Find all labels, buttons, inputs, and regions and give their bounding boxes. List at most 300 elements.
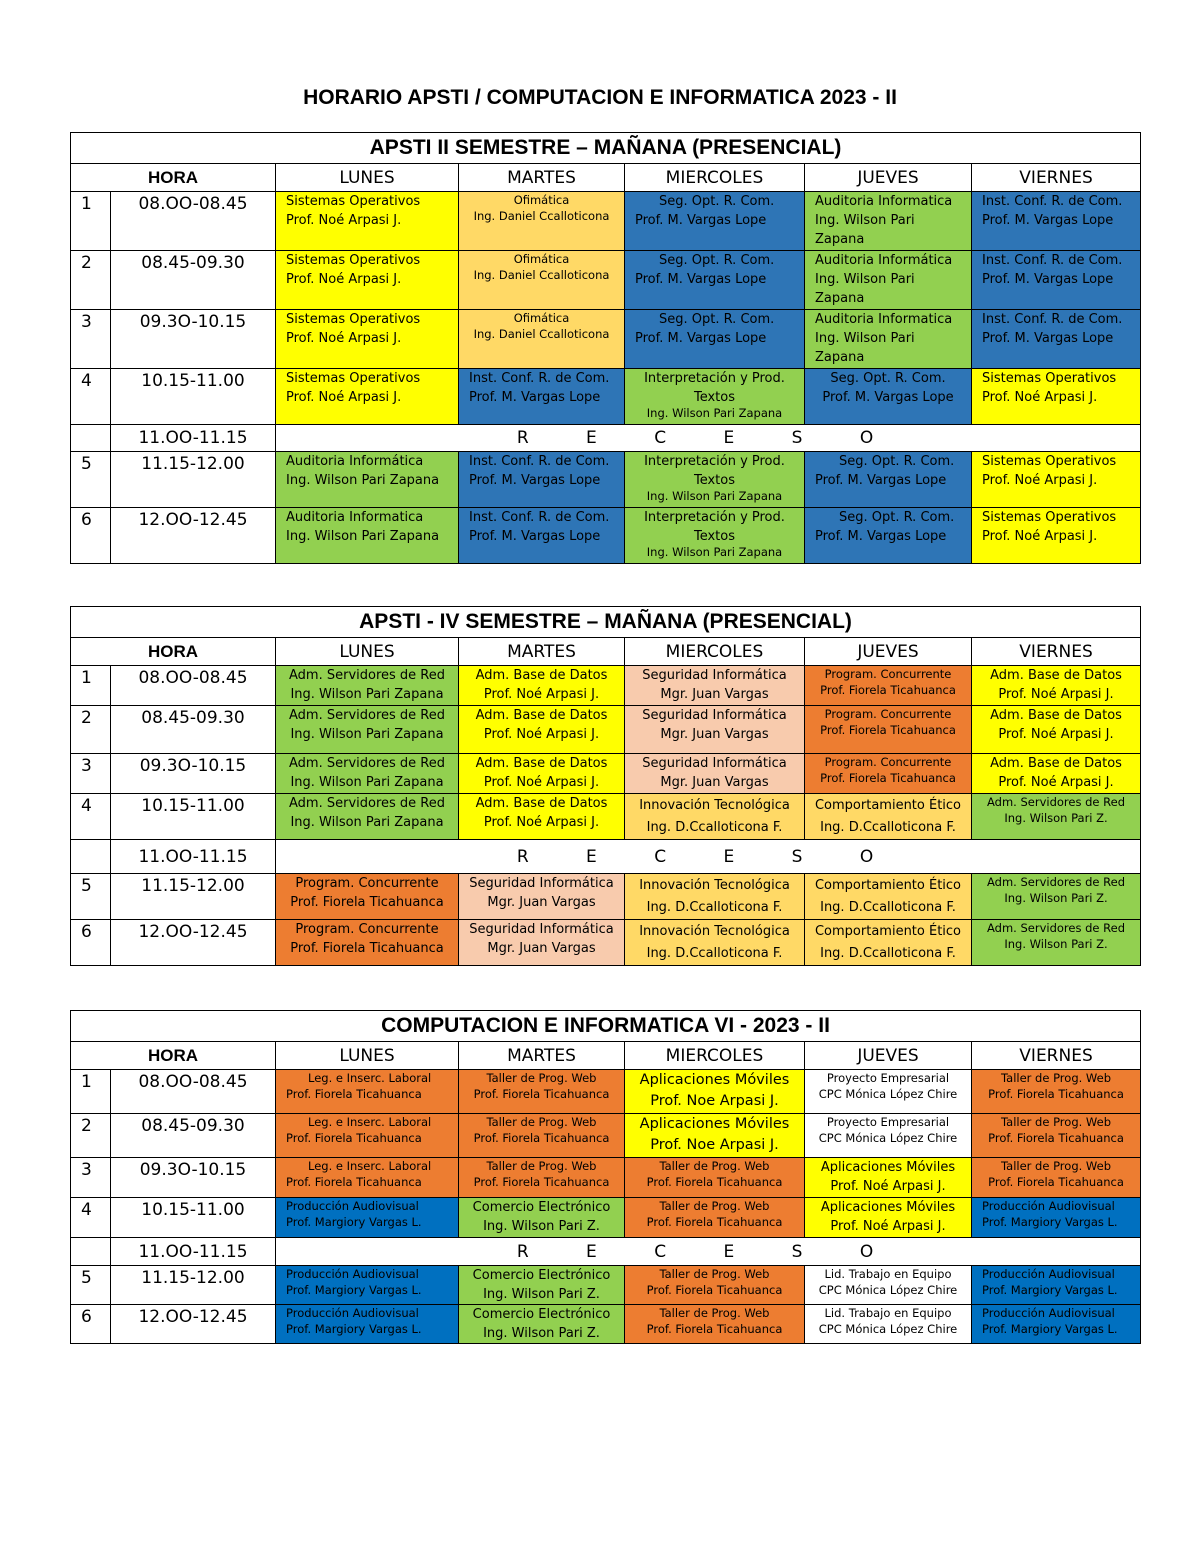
table-row (71, 1158, 1141, 1198)
table-row (71, 452, 1141, 508)
recess-label: R E C E S O (276, 840, 1141, 874)
class-cell (276, 1198, 459, 1238)
cell-text-line: Inst. Conf. R. de Com. (982, 253, 1123, 268)
class-cell (276, 1305, 459, 1344)
class-cell (276, 666, 459, 706)
class-cell (972, 1070, 1141, 1114)
class-cell (625, 874, 805, 920)
cell-text-line: Prof. Fiorela Ticahuanca (286, 1087, 422, 1101)
cell-text-line: Zapana (815, 291, 865, 306)
header-lunes: LUNES (276, 1042, 459, 1070)
class-cell (972, 1158, 1141, 1198)
cell-text-line: Adm. Base de Datos (990, 756, 1122, 771)
class-cell (459, 1266, 625, 1305)
cell-text-line: Ing. Daniel Ccalloticona (473, 209, 610, 223)
header-miercoles: MIERCOLES (625, 638, 805, 666)
cell-text-line: Proyecto Empresarial (826, 1071, 950, 1085)
class-cell (276, 251, 459, 310)
cell-text-line: Producción Audiovisual (286, 1199, 419, 1213)
cell-text-line: Prof. Noé Arpasi J. (483, 687, 600, 702)
class-cell (459, 1198, 625, 1238)
cell-text-line: Taller de Prog. Web (659, 1306, 770, 1320)
header-martes: MARTES (459, 1042, 625, 1070)
cell-text-line: Prof. M. Vargas Lope (815, 473, 947, 488)
header-hora: HORA (71, 1042, 276, 1070)
period-time: 08.45-09.30 (111, 251, 276, 310)
header-martes: MARTES (459, 164, 625, 192)
class-cell (459, 192, 625, 251)
class-cell (805, 706, 972, 754)
period-time: 08.OO-08.45 (111, 1070, 276, 1114)
period-time: 12.OO-12.45 (111, 508, 276, 564)
class-cell (625, 1198, 805, 1238)
class-cell (276, 452, 459, 508)
cell-text-line: Taller de Prog. Web (659, 1199, 770, 1213)
period-time: 12.OO-12.45 (111, 1305, 276, 1344)
cell-text-line: Ing. Wilson Pari Zapana (290, 687, 444, 702)
class-cell (625, 666, 805, 706)
class-cell (625, 754, 805, 794)
cell-text-line: Sistemas Operativos (286, 253, 421, 268)
cell-text-line: Seg. Opt. R. Com. (659, 253, 775, 268)
cell-text-line: Taller de Prog. Web (1001, 1115, 1112, 1129)
cell-text-line: Seguridad Informática (469, 922, 614, 937)
cell-text-line: Producción Audiovisual (982, 1199, 1115, 1213)
table-row (71, 310, 1141, 369)
cell-text-line: Inst. Conf. R. de Com. (469, 454, 610, 469)
header-viernes: VIERNES (972, 638, 1141, 666)
cell-text-line: Ing. Wilson Pari Zapana (646, 406, 783, 420)
cell-text-line: Seg. Opt. R. Com. (659, 194, 775, 209)
class-cell (276, 754, 459, 794)
cell-text-line: Comportamiento Ético (814, 878, 962, 893)
period-number: 5 (71, 874, 111, 920)
cell-text-line: Adm. Servidores de Red (289, 796, 445, 811)
class-cell (625, 251, 805, 310)
cell-text-line: Prof. Noé Arpasi J. (998, 727, 1114, 742)
class-cell (459, 508, 625, 564)
period-number: 1 (71, 1070, 111, 1114)
cell-text-line: Mgr. Juan Vargas (660, 687, 769, 702)
cell-text-line: Program. Concurrente (295, 922, 439, 937)
cell-text-line: Prof. Margiory Vargas L. (982, 1283, 1118, 1297)
table-row (71, 1198, 1141, 1238)
schedule-table-computacion-vi (70, 1010, 1141, 1344)
cell-text-line: Ing. Daniel Ccalloticona (473, 268, 610, 282)
period-number (71, 840, 111, 874)
class-cell (805, 1266, 972, 1305)
cell-text-line: Inst. Conf. R. de Com. (469, 371, 610, 386)
cell-text-line: Seg. Opt. R. Com. (830, 371, 946, 386)
class-cell (625, 1114, 805, 1158)
period-number: 2 (71, 1114, 111, 1158)
table-row (71, 1266, 1141, 1305)
cell-text-line: Ing. Wilson Pari (815, 213, 915, 228)
class-cell (459, 251, 625, 310)
table-row (71, 1070, 1141, 1114)
header-viernes: VIERNES (972, 164, 1141, 192)
cell-text-line: Ing. D.Ccalloticona F. (820, 946, 956, 961)
class-cell (625, 1158, 805, 1198)
cell-text-line: Leg. e Inserc. Laboral (308, 1159, 432, 1173)
class-cell (805, 1198, 972, 1238)
cell-text-line: Ing. Daniel Ccalloticona (473, 327, 610, 341)
recess-label: R E C E S O (276, 1238, 1141, 1266)
cell-text-line: Ing. Wilson Pari (815, 272, 915, 287)
cell-text-line: Interpretación y Prod. (644, 371, 785, 386)
cell-text-line: Prof. Fiorela Ticahuanca (286, 1131, 422, 1145)
header-row (71, 638, 1141, 666)
cell-text-line: Aplicaciones Móviles (639, 1116, 790, 1132)
cell-text-line: Ofimática (513, 252, 570, 266)
cell-text-line: Prof. M. Vargas Lope (635, 272, 767, 287)
header-jueves: JUEVES (805, 1042, 972, 1070)
cell-text-line: Producción Audiovisual (982, 1267, 1115, 1281)
class-cell (276, 192, 459, 251)
cell-text-line: Ing. D.Ccalloticona F. (820, 900, 956, 915)
cell-text-line: Producción Audiovisual (286, 1306, 419, 1320)
class-cell (805, 192, 972, 251)
class-cell (625, 920, 805, 966)
period-number: 6 (71, 1305, 111, 1344)
cell-text-line: Auditoria Informática (815, 253, 953, 268)
period-time: 11.OO-11.15 (111, 840, 276, 874)
cell-text-line: Adm. Base de Datos (990, 708, 1122, 723)
class-cell (625, 706, 805, 754)
cell-text-line: Ing. Wilson Pari (815, 331, 915, 346)
period-number: 5 (71, 452, 111, 508)
class-cell (276, 874, 459, 920)
cell-text-line: Textos (693, 390, 736, 405)
header-hora: HORA (71, 638, 276, 666)
class-cell (805, 666, 972, 706)
class-cell (972, 666, 1141, 706)
cell-text-line: Prof. Fiorela Ticahuanca (290, 941, 444, 956)
cell-text-line: Innovación Tecnológica (639, 878, 790, 893)
header-viernes: VIERNES (972, 1042, 1141, 1070)
period-time: 10.15-11.00 (111, 369, 276, 425)
class-cell (972, 369, 1141, 425)
class-cell (459, 1158, 625, 1198)
class-cell (276, 369, 459, 425)
class-cell (625, 508, 805, 564)
document-title: HORARIO APSTI / COMPUTACION E INFORMATICA 2023 - II (303, 86, 897, 109)
cell-text-line: Seg. Opt. R. Com. (839, 454, 955, 469)
cell-text-line: Prof. Margiory Vargas L. (982, 1322, 1118, 1336)
cell-text-line: Prof. Noé Arpasi J. (830, 1179, 946, 1194)
table-row (71, 1305, 1141, 1344)
table-row (71, 1114, 1141, 1158)
class-cell (459, 794, 625, 840)
cell-text-line: Ing. D.Ccalloticona F. (646, 946, 783, 961)
period-number: 4 (71, 1198, 111, 1238)
cell-text-line: Lid. Trabajo en Equipo (824, 1306, 952, 1320)
cell-text-line: Prof. Fiorela Ticahuanca (988, 1087, 1124, 1101)
cell-text-line: Prof. Noé Arpasi J. (286, 331, 402, 346)
cell-text-line: Adm. Servidores de Red (987, 875, 1126, 889)
cell-text-line: Prof. M. Vargas Lope (635, 213, 767, 228)
period-time: 08.45-09.30 (111, 706, 276, 754)
class-cell (972, 706, 1141, 754)
class-cell (972, 508, 1141, 564)
period-number: 2 (71, 706, 111, 754)
class-cell (972, 874, 1141, 920)
cell-text-line: Ing. Wilson Pari Zapana (290, 775, 444, 790)
cell-text-line: Prof. Margiory Vargas L. (286, 1322, 422, 1336)
cell-text-line: Prof. M. Vargas Lope (469, 529, 601, 544)
cell-text-line: Ofimática (513, 311, 570, 325)
period-number: 3 (71, 310, 111, 369)
cell-text-line: Mgr. Juan Vargas (487, 895, 596, 910)
class-cell (805, 310, 972, 369)
class-cell (459, 874, 625, 920)
class-cell (625, 192, 805, 251)
cell-text-line: Adm. Base de Datos (475, 756, 608, 771)
table-row (71, 369, 1141, 425)
cell-text-line: Prof. Noé Arpasi J. (998, 775, 1114, 790)
cell-text-line: Prof. Fiorela Ticahuanca (646, 1322, 783, 1336)
cell-text-line: Taller de Prog. Web (659, 1267, 770, 1281)
period-number: 2 (71, 251, 111, 310)
cell-text-line: Program. Concurrente (824, 667, 952, 681)
cell-text-line: Taller de Prog. Web (1001, 1071, 1112, 1085)
cell-text-line: Ing. Wilson Pari Zapana (290, 727, 444, 742)
cell-text-line: Producción Audiovisual (286, 1267, 419, 1281)
cell-text-line: Program. Concurrente (295, 876, 439, 891)
header-miercoles: MIERCOLES (625, 1042, 805, 1070)
table-row (71, 706, 1141, 754)
class-cell (276, 794, 459, 840)
cell-text-line: Adm. Base de Datos (475, 708, 608, 723)
class-cell (459, 310, 625, 369)
cell-text-line: Prof. Noe Arpasi J. (650, 1093, 779, 1109)
header-lunes: LUNES (276, 164, 459, 192)
class-cell (459, 1305, 625, 1344)
cell-text-line: CPC Mónica López Chire (818, 1322, 958, 1336)
cell-text-line: Prof. Margiory Vargas L. (982, 1215, 1118, 1229)
cell-text-line: Prof. Noé Arpasi J. (982, 473, 1098, 488)
period-time: 09.3O-10.15 (111, 1158, 276, 1198)
cell-text-line: Mgr. Juan Vargas (660, 775, 769, 790)
cell-text-line: Leg. e Inserc. Laboral (308, 1071, 432, 1085)
cell-text-line: Prof. Margiory Vargas L. (286, 1215, 422, 1229)
class-cell (459, 754, 625, 794)
class-cell (459, 920, 625, 966)
recess-row (71, 1238, 1141, 1266)
cell-text-line: Seg. Opt. R. Com. (839, 510, 955, 525)
cell-text-line: Ing. Wilson Pari Z. (1004, 937, 1108, 951)
table-row (71, 754, 1141, 794)
cell-text-line: Prof. Fiorela Ticahuanca (820, 723, 956, 737)
class-cell (972, 251, 1141, 310)
cell-text-line: Zapana (815, 232, 865, 247)
cell-text-line: Program. Concurrente (824, 755, 952, 769)
cell-text-line: Prof. Noé Arpasi J. (483, 775, 600, 790)
cell-text-line: Sistemas Operativos (982, 371, 1117, 386)
cell-text-line: Prof. M. Vargas Lope (822, 390, 954, 405)
cell-text-line: Sistemas Operativos (982, 454, 1117, 469)
class-cell (805, 452, 972, 508)
cell-text-line: Prof. Noé Arpasi J. (286, 272, 402, 287)
period-number: 3 (71, 754, 111, 794)
period-time: 11.15-12.00 (111, 452, 276, 508)
cell-text-line: Innovación Tecnológica (639, 924, 790, 939)
class-cell (625, 1070, 805, 1114)
period-time: 09.3O-10.15 (111, 310, 276, 369)
class-cell (805, 794, 972, 840)
table-row (71, 666, 1141, 706)
cell-text-line: Seguridad Informática (642, 756, 787, 771)
class-cell (459, 706, 625, 754)
period-time: 09.3O-10.15 (111, 754, 276, 794)
cell-text-line: Ing. D.Ccalloticona F. (646, 820, 783, 835)
class-cell (276, 1114, 459, 1158)
period-number: 6 (71, 508, 111, 564)
class-cell (805, 920, 972, 966)
cell-text-line: Mgr. Juan Vargas (660, 727, 769, 742)
cell-text-line: Prof. M. Vargas Lope (982, 213, 1114, 228)
cell-text-line: Seguridad Informática (642, 708, 787, 723)
cell-text-line: Prof. Noé Arpasi J. (982, 390, 1098, 405)
class-cell (625, 1266, 805, 1305)
period-number: 5 (71, 1266, 111, 1305)
cell-text-line: Mgr. Juan Vargas (487, 941, 596, 956)
period-time: 08.OO-08.45 (111, 192, 276, 251)
class-cell (972, 1305, 1141, 1344)
cell-text-line: Inst. Conf. R. de Com. (469, 510, 610, 525)
cell-text-line: Textos (693, 529, 736, 544)
cell-text-line: Ing. D.Ccalloticona F. (646, 900, 783, 915)
cell-text-line: Prof. Fiorela Ticahuanca (473, 1131, 610, 1145)
cell-text-line: Innovación Tecnológica (639, 798, 790, 813)
schedule-table-apsti-iv (70, 606, 1141, 966)
cell-text-line: Ofimática (513, 193, 570, 207)
table-row (71, 874, 1141, 920)
cell-text-line: Zapana (815, 350, 865, 365)
class-cell (276, 1158, 459, 1198)
schedule-table-apsti-ii (70, 132, 1141, 564)
cell-text-line: Sistemas Operativos (286, 312, 421, 327)
cell-text-line: Lid. Trabajo en Equipo (824, 1267, 952, 1281)
cell-text-line: Adm. Servidores de Red (289, 668, 445, 683)
cell-text-line: Adm. Servidores de Red (987, 921, 1126, 935)
class-cell (972, 1198, 1141, 1238)
class-cell (972, 920, 1141, 966)
cell-text-line: Inst. Conf. R. de Com. (982, 312, 1123, 327)
cell-text-line: Textos (693, 473, 736, 488)
period-time: 11.15-12.00 (111, 1266, 276, 1305)
table-title: COMPUTACION E INFORMATICA VI - 2023 - II (71, 1011, 1141, 1042)
period-time: 08.OO-08.45 (111, 666, 276, 706)
class-cell (805, 754, 972, 794)
period-time: 11.OO-11.15 (111, 1238, 276, 1266)
cell-text-line: Prof. Noé Arpasi J. (483, 815, 600, 830)
period-time: 10.15-11.00 (111, 794, 276, 840)
cell-text-line: Ing. Wilson Pari Zapana (286, 473, 440, 488)
cell-text-line: Ing. D.Ccalloticona F. (820, 820, 956, 835)
period-time: 08.45-09.30 (111, 1114, 276, 1158)
class-cell (459, 666, 625, 706)
class-cell (972, 452, 1141, 508)
cell-text-line: Sistemas Operativos (982, 510, 1117, 525)
cell-text-line: Aplicaciones Móviles (820, 1200, 956, 1215)
period-time: 10.15-11.00 (111, 1198, 276, 1238)
period-time: 11.15-12.00 (111, 874, 276, 920)
class-cell (972, 192, 1141, 251)
table-title: APSTI - IV SEMESTRE – MAÑANA (PRESENCIAL) (71, 607, 1141, 638)
cell-text-line: Prof. Fiorela Ticahuanca (988, 1175, 1124, 1189)
table-row (71, 920, 1141, 966)
cell-text-line: Aplicaciones Móviles (639, 1072, 790, 1088)
recess-label: R E C E S O (276, 425, 1141, 452)
cell-text-line: Aplicaciones Móviles (820, 1160, 956, 1175)
cell-text-line: Seg. Opt. R. Com. (659, 312, 775, 327)
cell-text-line: Auditoria Informática (286, 454, 424, 469)
class-cell (972, 1266, 1141, 1305)
class-cell (276, 920, 459, 966)
cell-text-line: Sistemas Operativos (286, 371, 421, 386)
header-row (71, 164, 1141, 192)
cell-text-line: Prof. Fiorela Ticahuanca (988, 1131, 1124, 1145)
class-cell (459, 369, 625, 425)
header-hora: HORA (71, 164, 276, 192)
class-cell (276, 1266, 459, 1305)
cell-text-line: Ing. Wilson Pari Zapana (286, 529, 440, 544)
class-cell (805, 874, 972, 920)
table-row (71, 794, 1141, 840)
class-cell (972, 310, 1141, 369)
cell-text-line: Prof. Fiorela Ticahuanca (820, 683, 956, 697)
cell-text-line: Prof. Noé Arpasi J. (286, 390, 402, 405)
header-martes: MARTES (459, 638, 625, 666)
class-cell (805, 369, 972, 425)
class-cell (459, 452, 625, 508)
cell-text-line: CPC Mónica López Chire (818, 1283, 958, 1297)
class-cell (972, 1114, 1141, 1158)
cell-text-line: Prof. Fiorela Ticahuanca (820, 771, 956, 785)
class-cell (276, 508, 459, 564)
header-jueves: JUEVES (805, 164, 972, 192)
recess-row (71, 425, 1141, 452)
class-cell (459, 1070, 625, 1114)
period-number: 1 (71, 666, 111, 706)
period-number: 3 (71, 1158, 111, 1198)
cell-text-line: Prof. Fiorela Ticahuanca (646, 1283, 783, 1297)
class-cell (805, 508, 972, 564)
cell-text-line: Adm. Base de Datos (990, 668, 1122, 683)
cell-text-line: Ing. Wilson Pari Z. (483, 1219, 600, 1234)
class-cell (276, 706, 459, 754)
cell-text-line: Ing. Wilson Pari Z. (483, 1326, 600, 1341)
cell-text-line: Ing. Wilson Pari Z. (1004, 891, 1108, 905)
class-cell (805, 251, 972, 310)
table-row (71, 251, 1141, 310)
cell-text-line: Comercio Electrónico (472, 1200, 611, 1215)
period-time: 11.OO-11.15 (111, 425, 276, 452)
table-title: APSTI II SEMESTRE – MAÑANA (PRESENCIAL) (71, 133, 1141, 164)
cell-text-line: Producción Audiovisual (982, 1306, 1115, 1320)
class-cell (625, 452, 805, 508)
period-number: 4 (71, 369, 111, 425)
class-cell (805, 1305, 972, 1344)
cell-text-line: Prof. M. Vargas Lope (815, 529, 947, 544)
cell-text-line: Adm. Servidores de Red (289, 708, 445, 723)
cell-text-line: Prof. Fiorela Ticahuanca (646, 1215, 783, 1229)
table-row (71, 192, 1141, 251)
class-cell (972, 754, 1141, 794)
cell-text-line: Ing. Wilson Pari Zapana (290, 815, 444, 830)
cell-text-line: Sistemas Operativos (286, 194, 421, 209)
